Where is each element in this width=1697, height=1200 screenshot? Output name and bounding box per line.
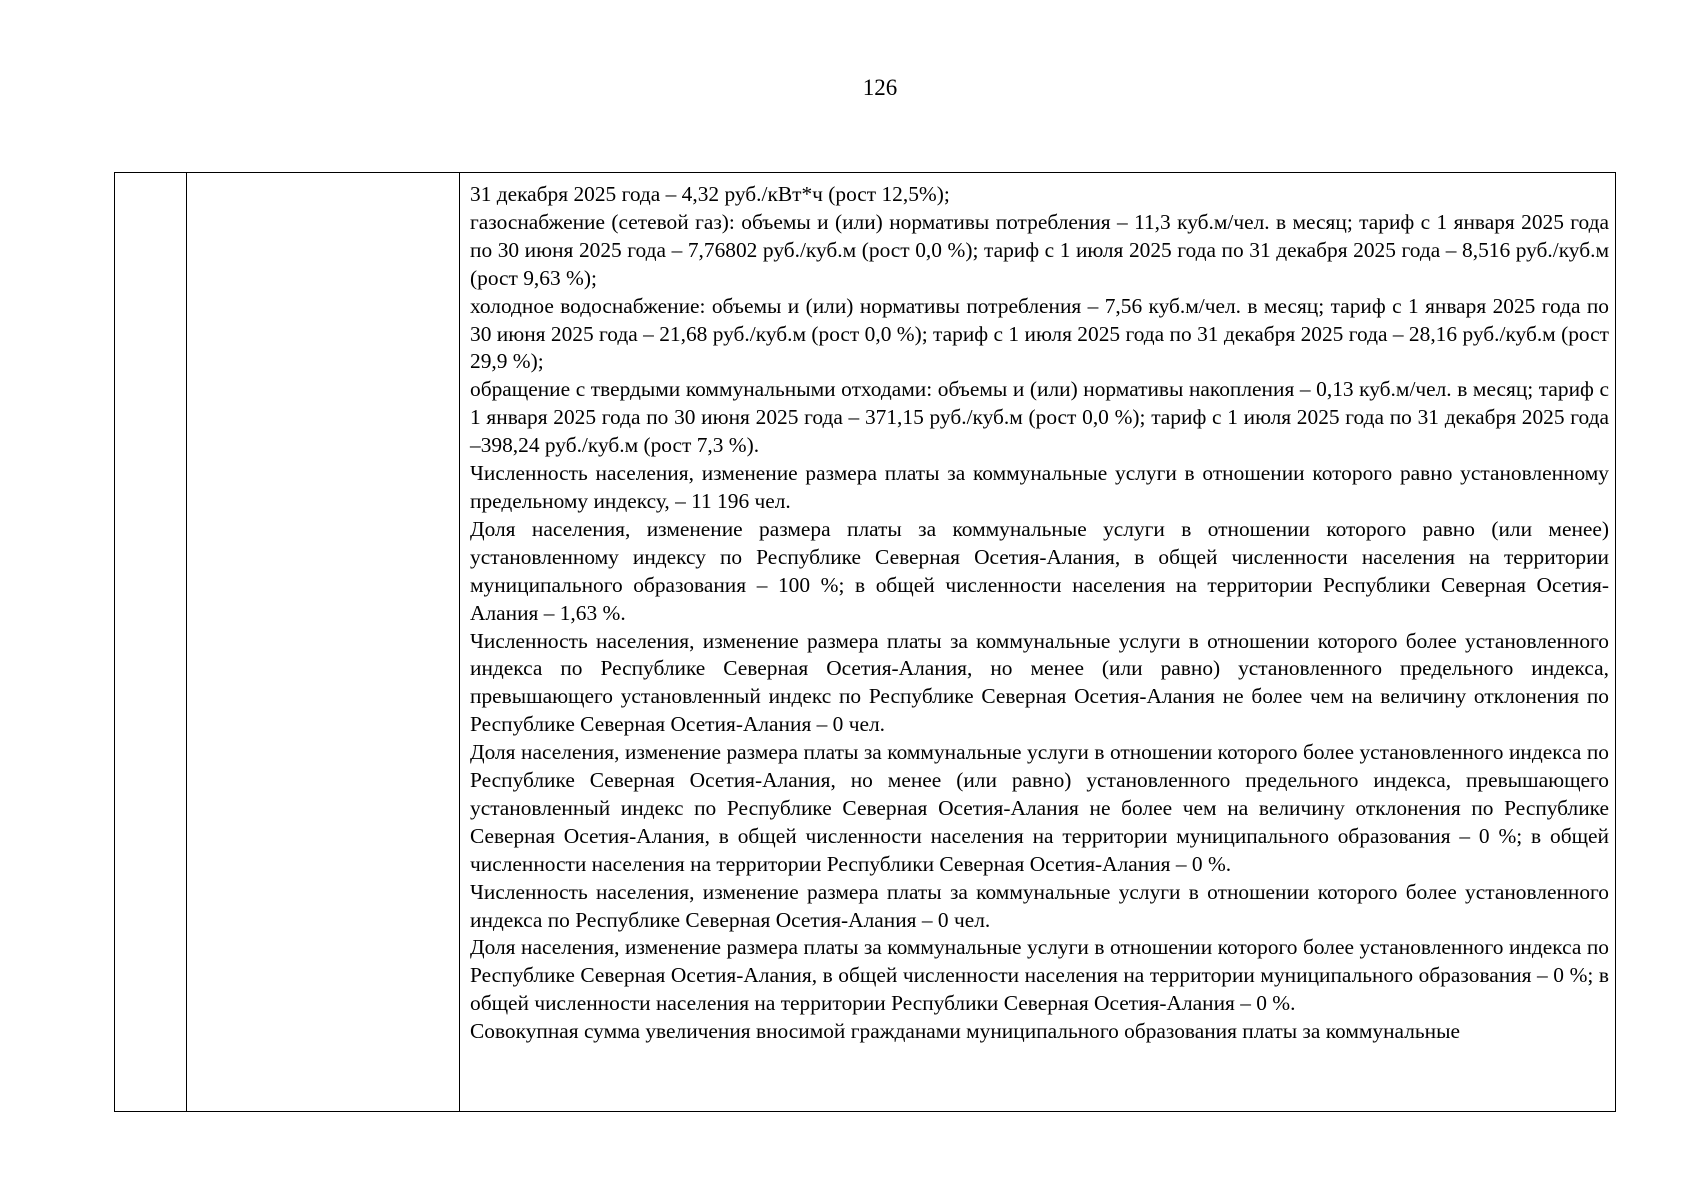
paragraph-population-above-index: Численность населения, изменение размера платы за коммунальные услуги в отношении которого более установленного индекса по Республике Северная Осетия-Алания, но менее (или равно) установленного предельного индекса, превышающего установленный индекс по Республике Северная Осетия-Алания не более чем на величину отклонения по Республике Северная Осетия-Алания – 0 чел.	[470, 628, 1609, 737]
column-divider-1	[186, 173, 187, 1111]
paragraph-share-above-index: Доля населения, изменение размера платы за коммунальные услуги в отношении которого более установленного индекса по Республике Северная Осетия-Алания, но менее (или равно) установленного предельного индекса, превышающего установленный индекс по Республике Северная Осетия-Алания не более чем на величину отклонения по Республике Северная Осетия-Алания, в общей численности населения на территории муниципального образования – 0 %; в общей численности населения на территории Республики Северная Осетия-Алания – 0 %.	[470, 740, 1609, 876]
content-cell	[470, 181, 1609, 1046]
paragraph-population-equal-limit: Численность населения, изменение размера платы за коммунальные услуги в отношении которого равно установленному предельному индексу, – 11 196 чел.	[470, 461, 1609, 513]
paragraph-electricity-tariff-end: 31 декабря 2025 года – 4,32 руб./кВт*ч (рост 12,5%);	[470, 182, 950, 206]
paragraph-share-equal-or-less: Доля населения, изменение размера платы за коммунальные услуги в отношении которого равно (или менее) установленному индексу по Республике Северная Осетия-Алания, в общей численности населения на территории муниципального образования – 100 %; в общей численности населения на территории Республики Северная Осетия-Алания – 1,63 %.	[470, 516, 1609, 625]
page-number: 126	[862, 75, 898, 100]
paragraph-solid-waste: обращение с твердыми коммунальными отходами: объемы и (или) нормативы накопления – 0,13 куб.м/чел. в месяц; тариф с 1 января 2025 года по 30 июня 2025 года – 371,15 руб./куб.м (рост 0,0 %); тариф с 1 июля 2025 года по 31 декабря 2025 года –398,24 руб./куб.м (рост 7,3 %).	[470, 377, 1609, 458]
paragraph-share-above-regional: Доля населения, изменение размера платы за коммунальные услуги в отношении которого более установленного индекса по Республике Северная Осетия-Алания, в общей численности населения на территории муниципального образования – 0 %; в общей численности населения на территории Республики Северная Осетия-Алания – 0 %.	[470, 935, 1609, 1016]
paragraph-total-increase: Совокупная сумма увеличения вносимой гражданами муниципального образования платы за коммунальные	[470, 1019, 1460, 1044]
document-table	[114, 172, 1616, 1112]
column-divider-2	[459, 173, 460, 1111]
paragraph-cold-water-supply: холодное водоснабжение: объемы и (или) нормативы потребления – 7,56 куб.м/чел. в месяц; тариф с 1 января 2025 года по 30 июня 2025 года – 21,68 руб./куб.м (рост 0,0 %); тариф с 1 июля 2025 года по 31 декабря 2025 года – 28,16 руб./куб.м (рост 29,9 %);	[470, 293, 1609, 374]
paragraph-population-above-regional: Численность населения, изменение размера платы за коммунальные услуги в отношении которого более установленного индекса по Республике Северная Осетия-Алания – 0 чел.	[470, 879, 1609, 932]
paragraph-gas-supply: газоснабжение (сетевой газ): объемы и (или) нормативы потребления – 11,3 куб.м/чел. в месяц; тариф с 1 января 2025 года по 30 июня 2025 года – 7,76802 руб./куб.м (рост 0,0 %); тариф с 1 июля 2025 года по 31 декабря 2025 года – 8,516 руб./куб.м (рост 9,63 %);	[470, 209, 1609, 290]
